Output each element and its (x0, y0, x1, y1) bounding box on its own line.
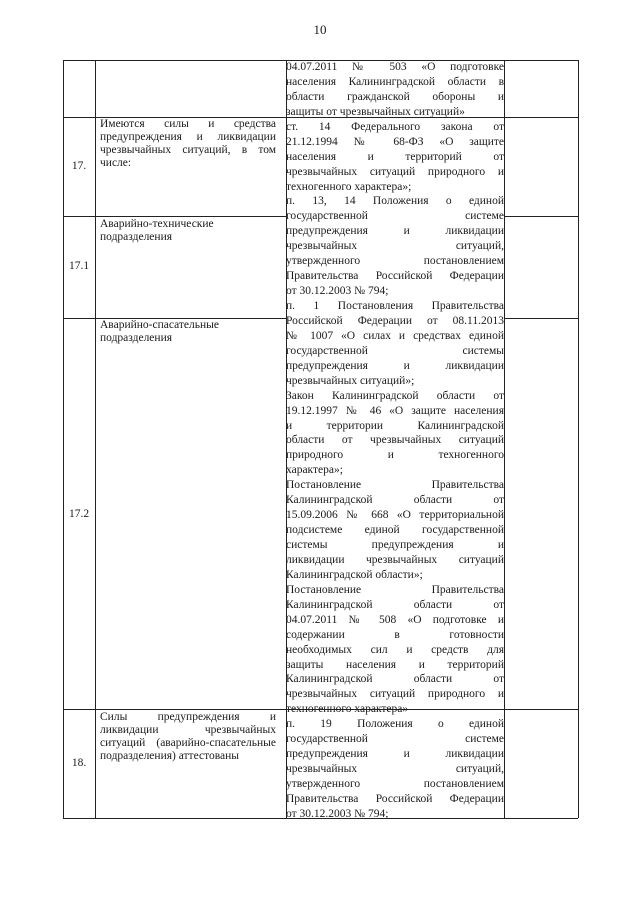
reference-line: Российской Федерации от 08.11.2013 (286, 314, 504, 327)
page-number: 10 (313, 22, 327, 37)
row-description: Силы предупреждения и ликвидации чрезвычайных ситуаций (аварийно-спасательные подразделения) аттестованы (100, 711, 276, 762)
reference-line: Калининградской области»; (286, 568, 423, 581)
reference-line: 19.12.1997 № 46 «О защите населения (286, 404, 504, 417)
row-border (63, 216, 286, 217)
reference-line: государственной системе (286, 210, 504, 223)
reference-line: предупреждения и ликвидации (286, 225, 504, 238)
reference-line: Постановление Правительства (286, 479, 504, 492)
reference-line: п. 19 Положения о единой (286, 718, 504, 731)
reference-line: ликвидации чрезвычайных ситуаций (286, 553, 504, 566)
reference-line: ст. 14 Федерального закона от (286, 120, 504, 133)
reference-line: от 30.12.2003 № 794; (286, 285, 389, 298)
reference-line: 21.12.1994 № 68-ФЗ «О защите (286, 135, 504, 148)
reference-line: Правительства Российской Федерации (286, 792, 504, 805)
reference-line: области от чрезвычайных ситуаций (286, 434, 504, 447)
reference-line: подсистеме единой государственной (286, 524, 504, 537)
column-border (63, 60, 64, 818)
reference-line: природного и техногенного (286, 449, 504, 462)
reference-line: защиты населения и территорий (286, 658, 504, 671)
reference-line: Правительства Российской Федерации (286, 270, 504, 283)
reference-line: чрезвычайных ситуаций, (286, 240, 504, 253)
reference-line: Закон Калининградской области от (286, 389, 504, 402)
row-number: 18. (71, 757, 87, 769)
reference-line: Калининградской области от (286, 494, 504, 507)
requirements-table (63, 60, 578, 818)
reference-line: утвержденного постановлением (286, 778, 504, 790)
reference-line: Калининградской области от (286, 673, 504, 686)
row-number: 17. (71, 160, 87, 172)
row-border (504, 216, 578, 217)
reference-line: Постановление Правительства (286, 583, 504, 596)
column-border (578, 60, 579, 818)
reference-line: характера»; (286, 464, 343, 477)
reference-line: утвержденного постановлением (286, 255, 504, 268)
reference-line: системы предупреждения и (286, 539, 504, 551)
reference-line: № 1007 «О силах и средствах единой (286, 329, 504, 342)
reference-line: содержании в готовности (286, 628, 504, 641)
row-description: Имеются силы и средства предупреждения и ликвидации чрезвычайных ситуаций, в том числе: (100, 118, 276, 169)
column-border (95, 60, 96, 818)
reference-line: и территории Калининградской (286, 419, 504, 432)
column-border (504, 60, 505, 818)
reference-line: необходимых сил и средств для (286, 643, 504, 656)
reference-line: области гражданской обороны и (286, 90, 504, 103)
row-description: Аварийно-спасательные подразделения (100, 319, 219, 344)
reference-line: чрезвычайных ситуаций, (286, 763, 504, 776)
reference-line: чрезвычайных ситуаций»; (286, 374, 415, 387)
reference-line: 04.07.2011 № 503 «О подготовке (286, 61, 504, 73)
reference-line: чрезвычайных ситуаций природного и (286, 165, 504, 178)
reference-line: Калининградской области от (286, 598, 504, 611)
reference-line: предупреждения и ликвидации (286, 748, 504, 761)
reference-line: п. 13, 14 Положения о единой (286, 195, 504, 208)
reference-line: защиты от чрезвычайных ситуаций» (286, 105, 465, 118)
reference-line: населения и территорий от (286, 150, 504, 163)
reference-line: от 30.12.2003 № 794; (286, 807, 389, 820)
reference-line: техногенного характера»; (286, 180, 412, 193)
row-border (504, 318, 578, 319)
reference-line: государственной системы (286, 344, 504, 357)
row-number: 17.2 (68, 508, 90, 520)
reference-line: чрезвычайных ситуаций природного и (286, 688, 504, 701)
reference-line: предупреждения и ликвидации (286, 359, 504, 372)
row-number: 17.1 (68, 260, 90, 272)
row-description: Аварийно-технические подразделения (100, 218, 214, 243)
reference-line: п. 1 Постановления Правительства (286, 300, 504, 312)
reference-line: государственной системе (286, 733, 504, 746)
reference-line: 15.09.2006 № 668 «О территориальной (286, 509, 504, 522)
legal-references (286, 60, 504, 822)
reference-line: 04.07.2011 № 508 «О подготовке и (286, 613, 504, 626)
reference-line: населения Калининградской области в (286, 75, 504, 88)
reference-line: техногенного характера» (286, 703, 409, 716)
